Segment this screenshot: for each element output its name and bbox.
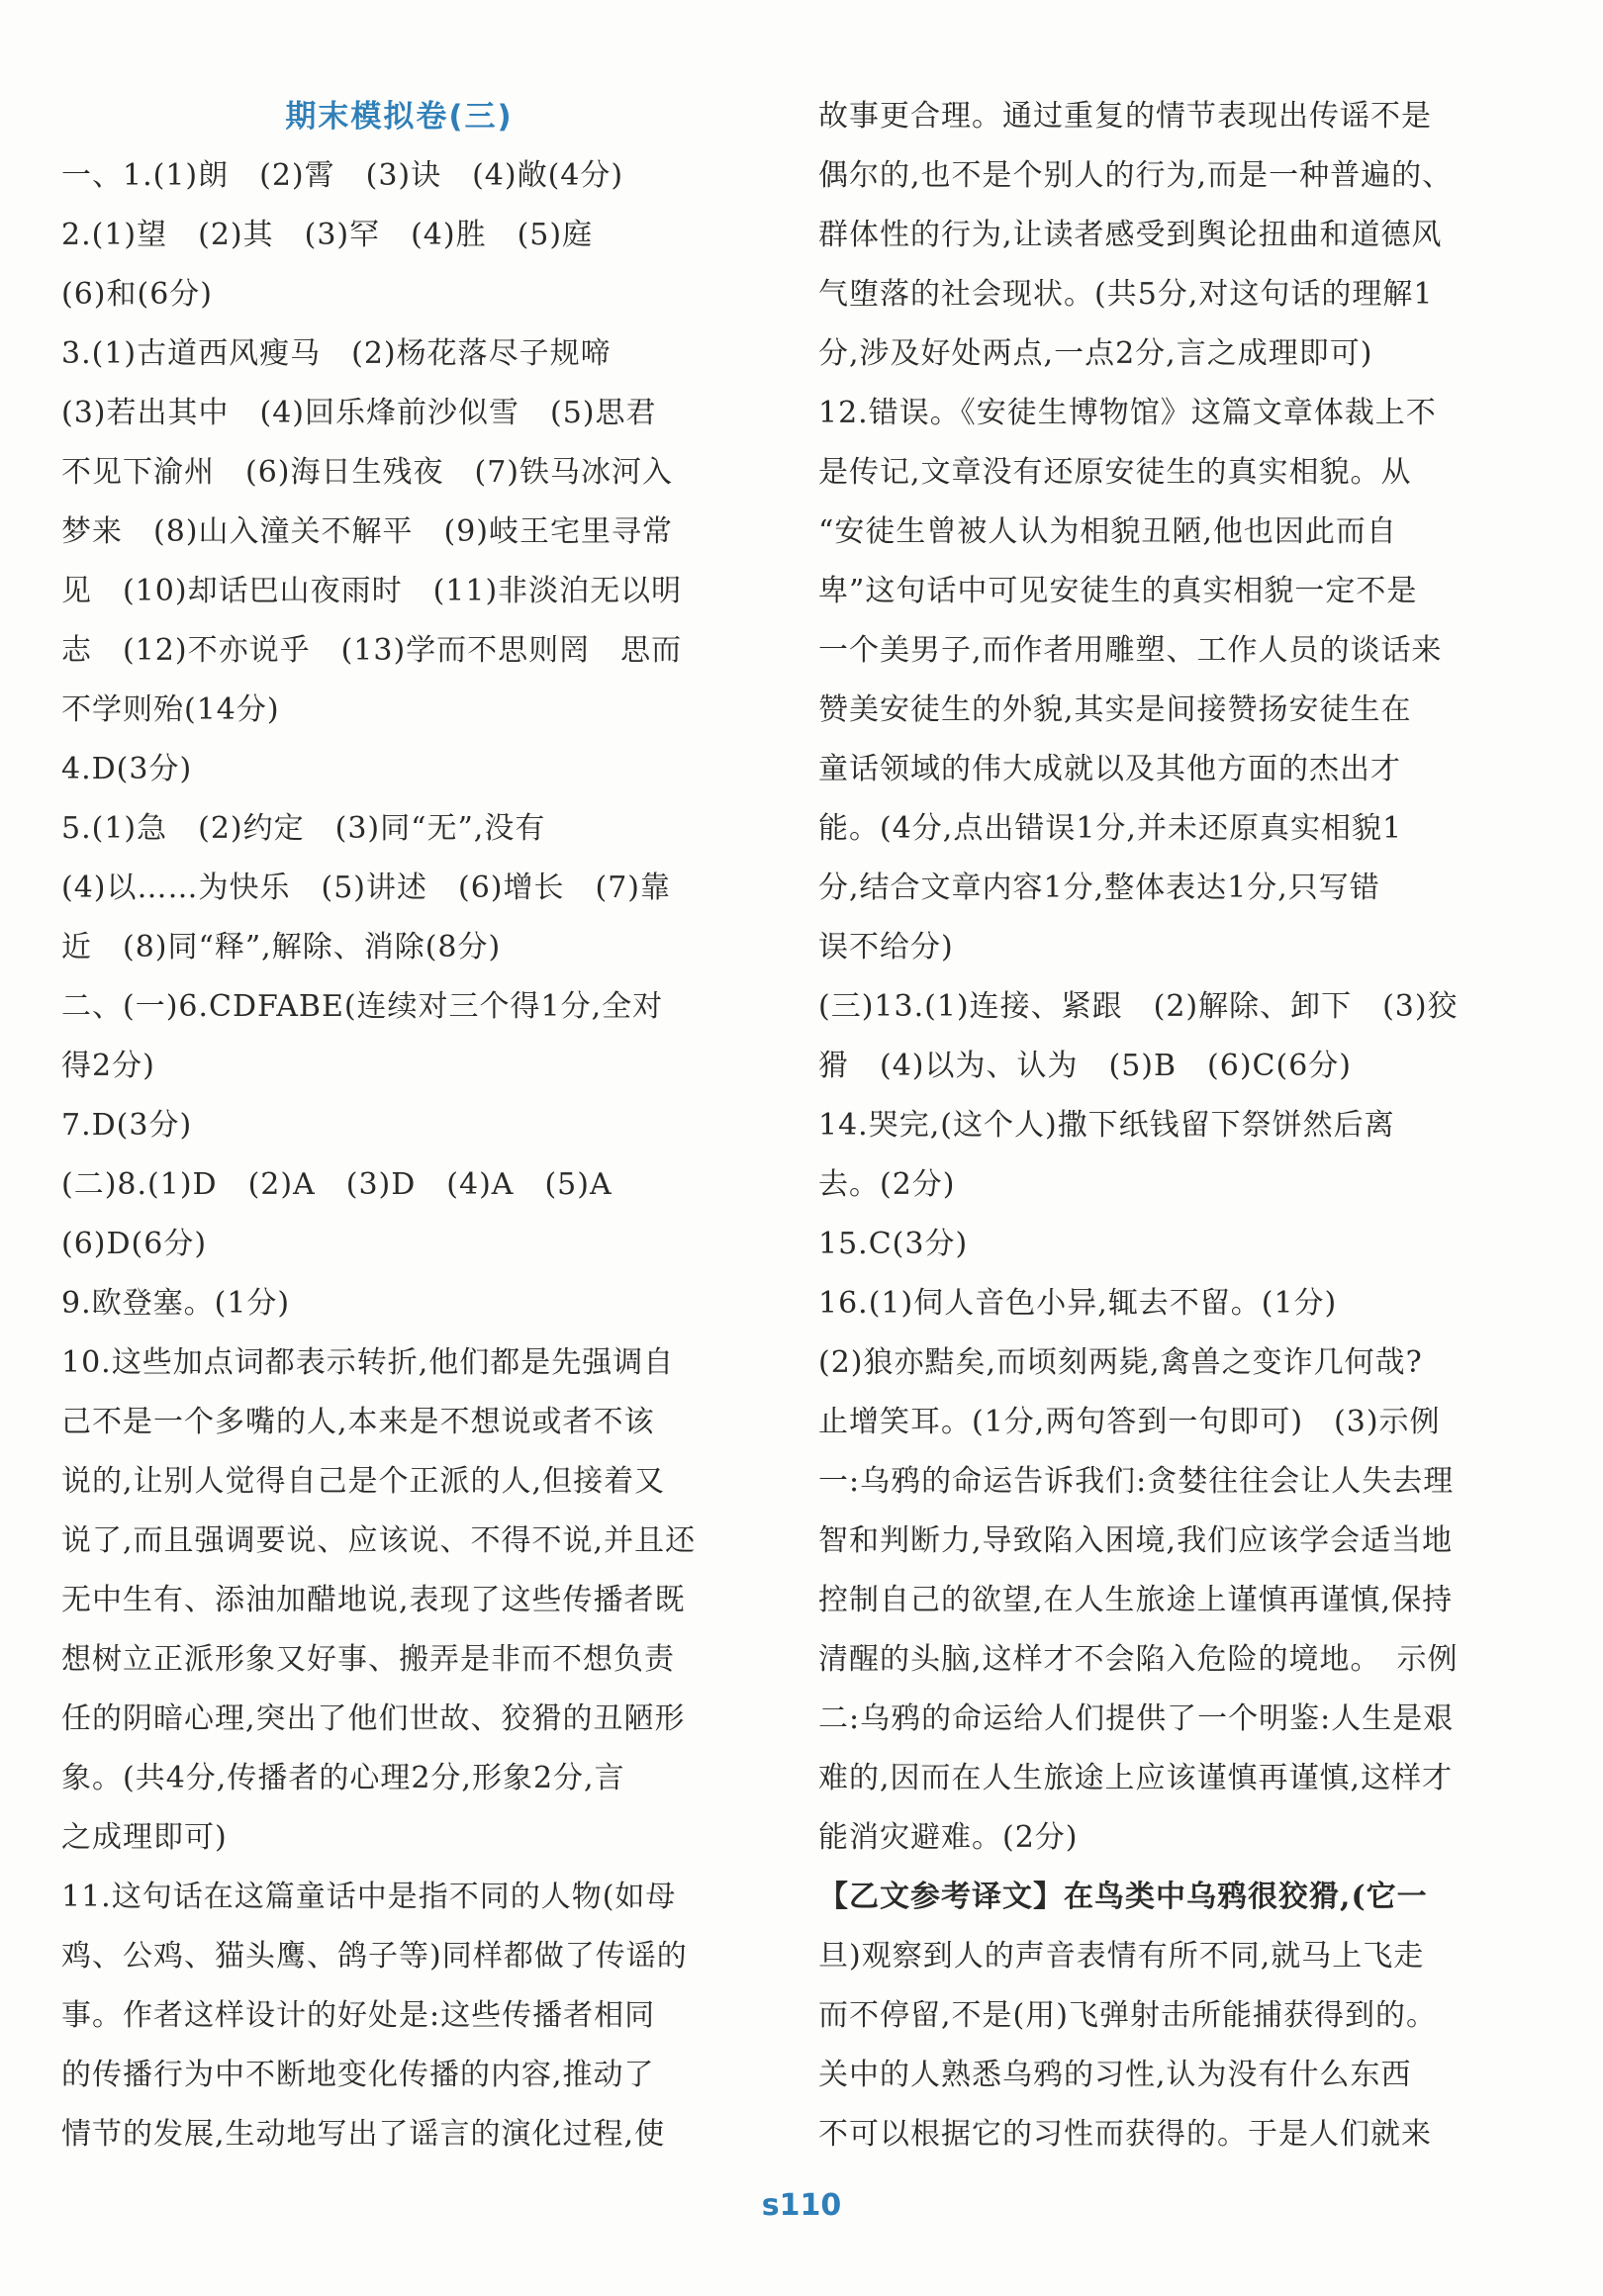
text-line: (4)以……为快乐 (5)讲述 (6)增长 (7)靠	[61, 871, 671, 905]
right-column	[818, 87, 1501, 2164]
text-line: 止增笑耳。(1分,两句答到一句即可) (3)示例	[818, 1405, 1441, 1439]
text-line: 猾 (4)以为、认为 (5)B (6)C(6分)	[818, 1049, 1352, 1083]
text-line: 清醒的头脑,这样才不会陷入危险的境地。 示例	[818, 1642, 1459, 1677]
text-line: 控制自己的欲望,在人生旅途上谨慎再谨慎,保持	[818, 1583, 1454, 1617]
text-line: (6)D(6分)	[61, 1227, 208, 1261]
text-line: 分,涉及好处两点,一点2分,言之成理即可)	[818, 336, 1373, 371]
text-line: 去。(2分)	[818, 1167, 956, 1202]
text-line: 不可以根据它的习性而获得的。于是人们就来	[818, 2117, 1432, 2152]
text-line: 15.C(3分)	[818, 1227, 969, 1261]
text-line: 3.(1)古道西风瘦马 (2)杨花落尽子规啼	[61, 336, 612, 371]
text-line: 10.这些加点词都表示转折,他们都是先强调自	[61, 1345, 675, 1380]
text-line: 任的阴暗心理,突出了他们世故、狡猾的丑陋形	[61, 1701, 686, 1736]
text-line: 关中的人熟悉乌鸦的习性,认为没有什么东西	[818, 2058, 1412, 2092]
text-line: 二:乌鸦的命运给人们提供了一个明鉴:人生是艰	[818, 1701, 1455, 1736]
left-column	[61, 87, 737, 2164]
text-line: 偶尔的,也不是个别人的行为,而是一种普遍的、	[818, 158, 1454, 193]
text-line: 能消灾避难。(2分)	[818, 1820, 1079, 1855]
text-line: (2)狼亦黠矣,而顷刻两毙,禽兽之变诈几何哉?	[818, 1345, 1423, 1380]
text-line: 情节的发展,生动地写出了谣言的演化过程,使	[61, 2117, 666, 2152]
text-line: 说的,让别人觉得自己是个正派的人,但接着又	[61, 1464, 666, 1499]
text-line: 事。作者这样设计的好处是:这些传播者相同	[61, 1998, 656, 2033]
text-line: 5.(1)急 (2)约定 (3)同“无”,没有	[61, 811, 546, 846]
text-line: 想树立正派形象又好事、搬弄是非而不想负责	[61, 1642, 675, 1677]
text-line: 误不给分)	[818, 930, 954, 964]
text-line: 梦来 (8)山入潼关不解平 (9)岐王宅里寻常	[61, 514, 673, 549]
text-line: 故事更合理。通过重复的情节表现出传谣不是	[818, 99, 1432, 134]
text-line: 说了,而且强调要说、应该说、不得不说,并且还	[61, 1523, 697, 1558]
text-line: 12.错误。《安徒生博物馆》这篇文章体裁上不	[818, 396, 1437, 430]
text-line: (6)和(6分)	[61, 277, 213, 312]
text-line: 近 (8)同“释”,解除、消除(8分)	[61, 930, 502, 964]
text-line: 气堕落的社会现状。(共5分,对这句话的理解1	[818, 277, 1434, 312]
text-line: 一、1.(1)朗 (2)霄 (3)诀 (4)敞(4分)	[61, 158, 624, 193]
text-line: 而不停留,不是(用)飞弹射击所能捕获得到的。	[818, 1998, 1437, 2033]
text-line: 卑”这句话中可见安徒生的真实相貌一定不是	[818, 574, 1418, 608]
text-line: (二)8.(1)D (2)A (3)D (4)A (5)A	[61, 1167, 613, 1202]
text-line: 的传播行为中不断地变化传播的内容,推动了	[61, 2058, 655, 2092]
text-line: 群体性的行为,让读者感受到舆论扭曲和道德风	[818, 218, 1443, 252]
section-title: 期末模拟卷(三)	[285, 99, 514, 135]
text-line: 己不是一个多嘴的人,本来是不想说或者不该	[61, 1405, 655, 1439]
text-line: 得2分)	[61, 1049, 155, 1083]
text-line: 难的,因而在人生旅途上应该谨慎再谨慎,这样才	[818, 1761, 1454, 1795]
text-line: 无中生有、添油加醋地说,表现了这些传播者既	[61, 1583, 686, 1617]
text-line: (三)13.(1)连接、紧跟 (2)解除、卸下 (3)狡	[818, 989, 1459, 1024]
text-line: 二、(一)6.CDFABE(连续对三个得1分,全对	[61, 989, 664, 1024]
text-line: 智和判断力,导致陷入困境,我们应该学会适当地	[818, 1523, 1454, 1558]
text-line: 赞美安徒生的外貌,其实是间接赞扬安徒生在	[818, 692, 1412, 727]
text-line: 11.这句话在这篇童话中是指不同的人物(如母	[61, 1880, 677, 1914]
text-line: 分,结合文章内容1分,整体表达1分,只写错	[818, 871, 1380, 905]
text-line: 不学则殆(14分)	[61, 692, 280, 727]
text-line: (3)若出其中 (4)回乐烽前沙似雪 (5)思君	[61, 396, 657, 430]
text-line: 之成理即可)	[61, 1820, 228, 1855]
text-line: 2.(1)望 (2)其 (3)罕 (4)胜 (5)庭	[61, 218, 594, 252]
text-line: “安徒生曾被人认为相貌丑陋,他也因此而自	[818, 514, 1397, 549]
text-line: 鸡、公鸡、猫头鹰、鸽子等)同样都做了传谣的	[61, 1939, 688, 1974]
text-line: 是传记,文章没有还原安徒生的真实相貌。从	[818, 455, 1412, 490]
text-line: 志 (12)不亦说乎 (13)学而不思则罔 思而	[61, 633, 683, 668]
text-line: 旦)观察到人的声音表情有所不同,就马上飞走	[818, 1939, 1425, 1974]
text-line: 见 (10)却话巴山夜雨时 (11)非淡泊无以明	[61, 574, 683, 608]
text-line: 【乙文参考译文】在鸟类中乌鸦很狡猾,(它一	[818, 1880, 1428, 1914]
text-line: 14.哭完,(这个人)撒下纸钱留下祭饼然后离	[818, 1108, 1395, 1143]
text-line: 9.欧登塞。(1分)	[61, 1286, 291, 1321]
text-line: 4.D(3分)	[61, 752, 193, 786]
text-line: 一:乌鸦的命运告诉我们:贪婪往往会让人失去理	[818, 1464, 1455, 1499]
text-line: 能。(4分,点出错误1分,并未还原真实相貌1	[818, 811, 1403, 846]
text-line: 7.D(3分)	[61, 1108, 193, 1143]
text-line: 童话领域的伟大成就以及其他方面的杰出才	[818, 752, 1401, 786]
text-line: 16.(1)伺人音色小异,辄去不留。(1分)	[818, 1286, 1338, 1321]
text-line: 不见下渝州 (6)海日生残夜 (7)铁马冰河入	[61, 455, 673, 490]
page-number: s110	[761, 2188, 842, 2223]
text-line: 象。(共4分,传播者的心理2分,形象2分,言	[61, 1761, 625, 1795]
text-line: 一个美男子,而作者用雕塑、工作人员的谈话来	[818, 633, 1443, 668]
